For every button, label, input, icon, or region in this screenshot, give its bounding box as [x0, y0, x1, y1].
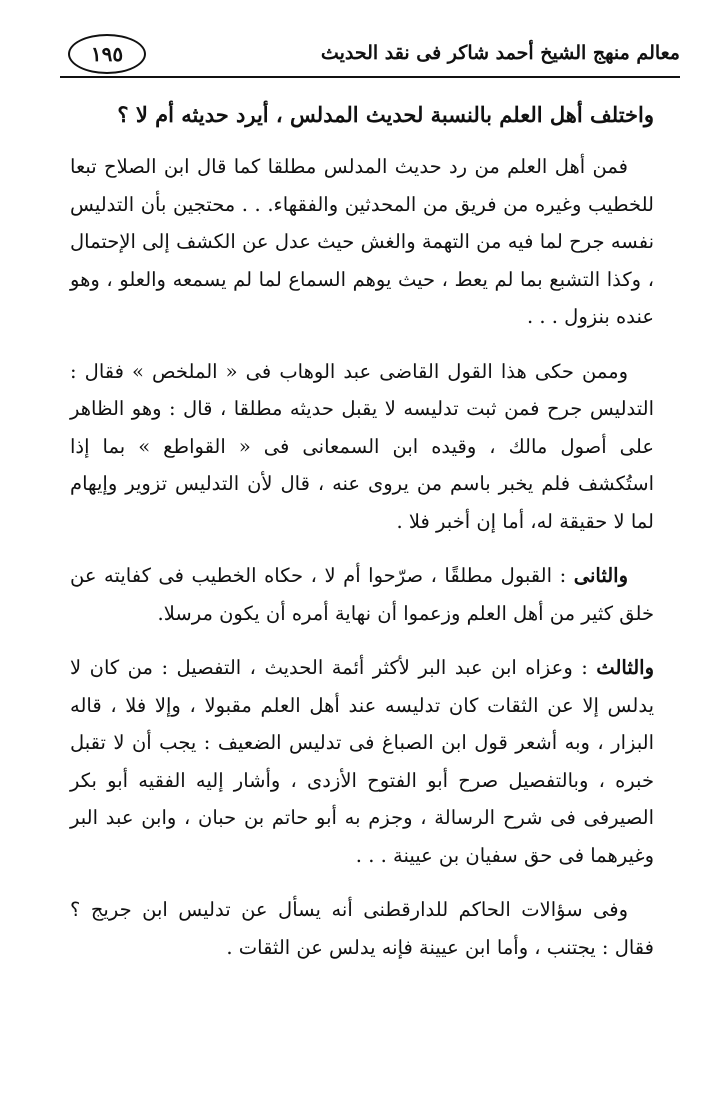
paragraph-lead: والثانى — [573, 564, 628, 587]
paragraph-5 — [70, 891, 654, 966]
paragraph-1 — [70, 148, 654, 336]
paragraph-text: وممن حكى هذا القول القاضى عبد الوهاب فى « الملخص » فقال : التدليس جرح فمن ثبت تدليسه لا يقبل حديثه مطلقا ، قال : وهو الظاهر على أصول مالك ، وقيده ابن السمعانى فى « القواطع » بما إذا استُكشف فلم يخبر باسم من يروى عنه ، قال لأن التدليس تزوير وإيهام لما لا حقيقة له، أما إن أخبر فلا . — [70, 359, 654, 533]
paragraph-3 — [70, 557, 654, 632]
paragraph-2 — [70, 353, 654, 541]
running-title: معالم منهج الشيخ أحمد شاكر فى نقد الحديث — [320, 42, 680, 64]
page-number: ١٩٥ — [68, 34, 146, 74]
paragraph-text: : القبول مطلقًا ، صرّحوا أم لا ، حكاه الخطيب فى كفايته عن خلق كثير من أهل العلم وزعموا أن نهاية أمره أن يكون مرسلا. — [70, 564, 654, 625]
header-rule — [60, 76, 680, 78]
section-question: واختلف أهل العلم بالنسبة لحديث المدلس ، أيرد حديثه أم لا ؟ — [117, 102, 654, 127]
paragraph-text: : وعزاه ابن عبد البر لأكثر أئمة الحديث ، التفصيل : من كان لا يدلس إلا عن الثقات كان تدليسه عند أهل العلم مقبولا ، وإلا فلا ، قاله البزار ، وبه أشعر قول ابن الصباغ فى تدليس الضعيف : يجب أن لا تقبل خبره ، وبالتفصيل صرح أبو الفتوح الأزدى ، وأشار إليه الفقيه أبو بكر الصيرفى فى شرح الرسالة ، وجزم به أبو حاتم بن حبان ، وابن عبد البر وغيرهما فى حق سفيان بن عيينة . . . — [70, 656, 654, 867]
paragraph-text: وفى سؤالات الحاكم للدارقطنى أنه يسأل عن تدليس ابن جريج ؟ فقال : يجتنب ، وأما ابن عيينة فإنه يدلس عن الثقات . — [70, 898, 654, 959]
paragraph-lead: والثالث — [596, 656, 654, 679]
paragraph-text: فمن أهل العلم من رد حديث المدلس مطلقا كما قال ابن الصلاح تبعا للخطيب وغيره من فريق من المحدثين والفقهاء. . . محتجين بأن التدليس نفسه جرح لما فيه من التهمة والغش حيث عدل عن الكشف إلى الإحتمال ، وكذا التشبع بما لم يعط ، حيث يوهم السماع لما لم يسمعه والعلو ، وهو عنده بنزول . . . — [70, 155, 654, 328]
paragraph-4 — [70, 649, 654, 874]
page-header — [60, 34, 680, 78]
body-text — [70, 148, 654, 983]
